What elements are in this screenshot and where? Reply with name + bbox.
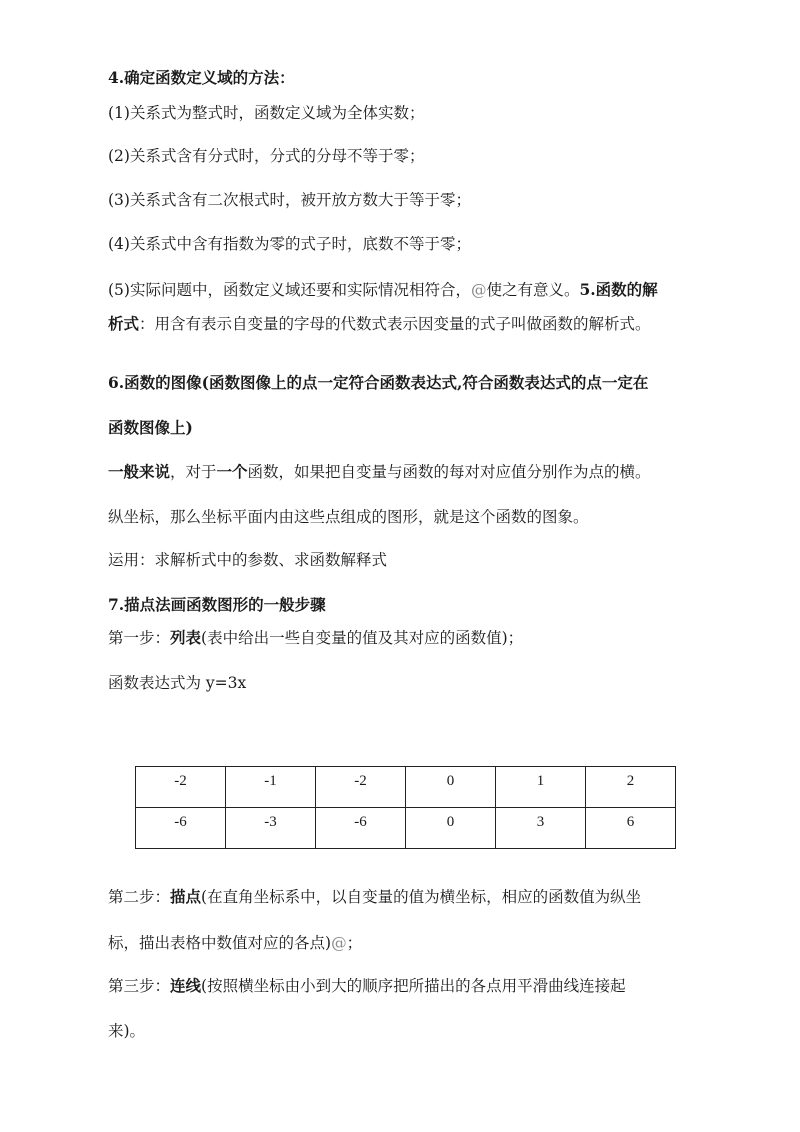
section5-body: ：用含有表示自变量的字母的代数式表示因变量的式子叫做函数的解析式。: [139, 315, 651, 333]
item5-mark: @: [470, 281, 487, 299]
step2-mark: @: [331, 934, 347, 952]
section5-title-a: 5.函数的解: [579, 280, 658, 299]
step2-end: ；: [346, 934, 363, 952]
table-cell: 2: [586, 767, 676, 808]
table-cell: -2: [316, 767, 406, 808]
section5-title-b: 析式: [108, 314, 140, 333]
table-cell: -2: [136, 767, 226, 808]
section6-body1: ，对于: [170, 463, 217, 481]
section6-body-line2: 纵坐标，那么坐标平面内由这些点组成的图形，就是这个函数的图象。: [108, 508, 589, 526]
table-row: [136, 767, 676, 808]
section4-item-1: (1)关系式为整式时，函数定义域为全体实数；: [108, 104, 425, 122]
section5-line: [108, 313, 651, 335]
table-row: [136, 808, 676, 849]
section7-step2: [108, 886, 641, 908]
step3-bold: 连线: [170, 976, 202, 995]
section6-bold2: 一个: [216, 462, 248, 481]
step2-prefix: 第二步：: [108, 888, 171, 906]
section6-lead: 一般来说: [108, 462, 171, 481]
section6-body-line1: [108, 461, 651, 483]
table-cell: -6: [136, 808, 226, 849]
section7-step2-cont: [108, 932, 362, 954]
step2-bold: 描点: [170, 887, 202, 906]
section6-title-line1: 6.函数的图像(函数图像上的点一定符合函数表达式,符合函数表达式的点一定在: [108, 373, 649, 392]
step1-bold: 列表: [170, 628, 202, 647]
table-cell: -1: [226, 767, 316, 808]
table-cell: 3: [496, 808, 586, 849]
step1-prefix: 第一步：: [108, 629, 171, 647]
section4-item-5: [108, 279, 658, 301]
section7-step1: [108, 627, 523, 649]
section6-body2: 函数，如果把自变量与函数的每对对应值分别作为点的横。: [247, 463, 651, 481]
section4-item-4: (4)关系式中含有指数为零的式子时，底数不等于零；: [108, 235, 471, 253]
section4-item-2: (2)关系式含有分式时，分式的分母不等于零；: [108, 147, 425, 165]
item5-text: (5)实际问题中，函数定义域还要和实际情况相符合，: [108, 281, 471, 299]
section7-step3: [108, 975, 626, 997]
section4-title: 4.确定函数定义域的方法：: [108, 68, 295, 87]
function-expression: 函数表达式为 y=3x: [108, 674, 247, 692]
step3-text: (按照横坐标由小到大的顺序把所描出的各点用平滑曲线连接起: [201, 977, 626, 995]
table-cell: -3: [226, 808, 316, 849]
table-cell: 0: [406, 767, 496, 808]
step2-text: (在直角坐标系中，以自变量的值为横坐标，相应的函数值为纵坐: [201, 888, 642, 906]
table-cell: -6: [316, 808, 406, 849]
section6-title-line2: 函数图像上): [108, 418, 193, 437]
step3-prefix: 第三步：: [108, 977, 171, 995]
section6-usage: 运用：求解析式中的参数、求函数解释式: [108, 551, 388, 569]
item5-tail: 使之有意义。: [486, 281, 580, 299]
section7-step3-cont: 来)。: [108, 1022, 146, 1040]
table-cell: 1: [496, 767, 586, 808]
section4-item-3: (3)关系式含有二次根式时，被开放方数大于等于零；: [108, 191, 471, 209]
table-cell: 0: [406, 808, 496, 849]
step1-text: (表中给出一些自变量的值及其对应的函数值)；: [201, 629, 524, 647]
section7-title: 7.描点法画函数图形的一般步骤: [108, 595, 326, 614]
step2-cont: 标，描出表格中数值对应的各点): [108, 934, 332, 952]
table-cell: 6: [586, 808, 676, 849]
values-table: [135, 766, 676, 849]
